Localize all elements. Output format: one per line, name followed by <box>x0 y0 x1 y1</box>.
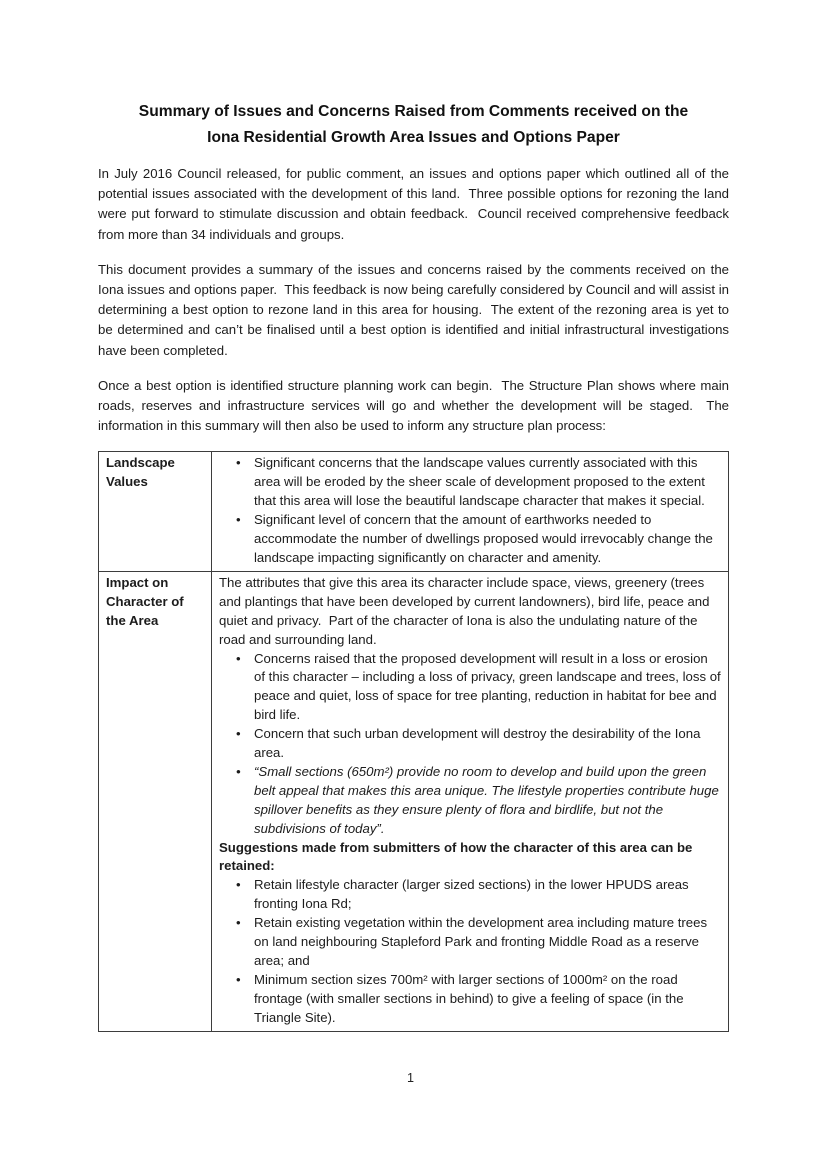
table-row-landscape-values <box>99 452 729 571</box>
row-content-landscape-values <box>212 452 729 571</box>
intro-paragraph-2: This document provides a summary of the issues and concerns raised by the comments received on the Iona issues and options paper. This feedback is now being carefully considered by Council and will assist in determining a best option to rezone land in this area for housing. The extent of the rezoning area is yet to be determined and can’t be finalised until a best option is identified and initial infrastructural investigations have been completed. <box>98 261 729 358</box>
bullet-list <box>219 454 721 567</box>
bullet-item: • Concern that such urban development will destroy the desirability of the Iona area. <box>219 725 721 763</box>
cell-intro-text: The attributes that give this area its character include space, views, greenery (trees and plantings that have been developed by current landowners), bird life, peace and quiet and privacy. Part of the character of Iona is also the undulating nature of the road and surrounding land. <box>219 574 710 647</box>
row-header-impact-on-character: Impact on Character of the Area <box>99 571 212 1031</box>
bullet-item: • Concerns raised that the proposed development will result in a loss or erosion of this character – including a loss of privacy, green landscape and trees, loss of peace and quiet, loss of space for tree planting, reduction in habitat for bee and bird life. <box>219 650 721 726</box>
bullet-item: • Retain existing vegetation within the development area including mature trees on land neighbouring Stapleford Park and fronting Middle Road as a reserve area; and <box>219 914 721 971</box>
document-content <box>98 99 729 1032</box>
document-title-line-1: Summary of Issues and Concerns Raised from Comments received on the <box>138 103 689 120</box>
document-title-line-2: Iona Residential Growth Area Issues and Options Paper <box>207 129 620 146</box>
table-row-impact-on-character <box>99 571 729 1031</box>
bullet-item: • Significant level of concern that the amount of earthworks needed to accommodate the number of dwellings proposed would irrevocably change the landscape impacting significantly on character and amenity. <box>219 511 721 568</box>
cell-subheading: Suggestions made from submitters of how the character of this area can be retained: <box>219 839 693 874</box>
row-content-impact-on-character <box>212 571 729 1031</box>
intro-paragraph-3: Once a best option is identified structure planning work can begin. The Structure Plan shows where main roads, reserves and infrastructure services will go and whether the development will be staged. The information in this summary will then also be used to inform any structure plan process: <box>98 377 729 434</box>
bullet-list <box>219 650 721 839</box>
bullet-item: • Minimum section sizes 700m² with larger sections of 1000m² on the road frontage (with smaller sections in behind) to give a feeling of space (in the Triangle Site). <box>219 971 721 1028</box>
document-title <box>98 99 729 151</box>
bullet-item: • Retain lifestyle character (larger sized sections) in the lower HPUDS areas fronting Iona Rd; <box>219 876 721 914</box>
bullet-list-suggestions <box>219 876 721 1027</box>
page-number: 1 <box>406 1071 414 1085</box>
row-header-landscape-values: Landscape Values <box>99 452 212 571</box>
intro-paragraph-1: In July 2016 Council released, for public comment, an issues and options paper which outlined all of the potential issues associated with the development of this land. Three possible options for rezoning the land were put forward to stimulate discussion and obtain feedback. Council received comprehensive feedback from more than 34 individuals and groups. <box>98 166 729 242</box>
bullet-item: • Significant concerns that the landscape values currently associated with this area will be eroded by the sheer scale of development proposed to the extent that this area will lose the beautiful landscape character that makes it special. <box>219 454 721 511</box>
issues-summary-table <box>98 451 729 1031</box>
bullet-item-quote: • “Small sections (650m²) provide no room to develop and build upon the green belt appeal that makes this area unique. The lifestyle properties contribute huge spillover benefits as they ensure plenty of flora and birdlife, but not the subdivisions of today”. <box>219 763 721 839</box>
